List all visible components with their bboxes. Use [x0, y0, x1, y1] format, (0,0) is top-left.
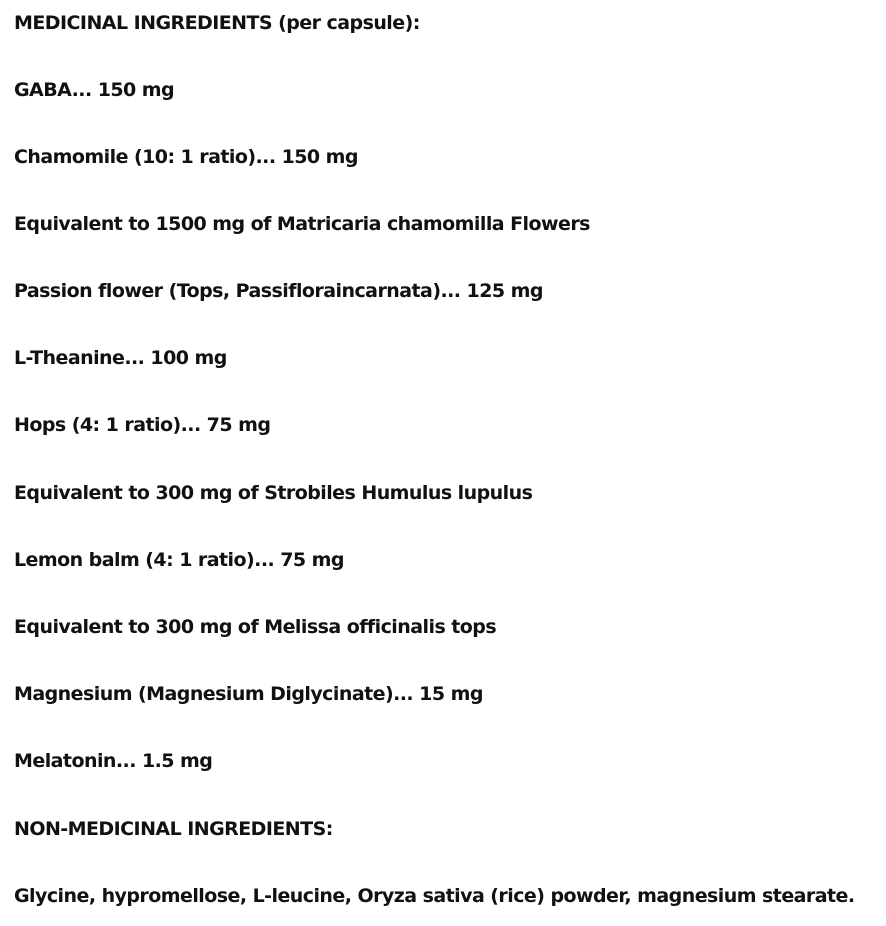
medicinal-ingredients-heading: MEDICINAL INGREDIENTS (per capsule):	[14, 12, 420, 34]
ingredient-line: Equivalent to 300 mg of Strobiles Humulus lupulus	[14, 482, 533, 504]
non-medicinal-ingredients-heading: NON-MEDICINAL INGREDIENTS:	[14, 818, 333, 840]
ingredient-line: L-Theanine... 100 mg	[14, 347, 227, 369]
ingredient-line: Magnesium (Magnesium Diglycinate)... 15 mg	[14, 683, 483, 705]
ingredient-line: GABA... 150 mg	[14, 79, 175, 101]
ingredient-line: Passion flower (Tops, Passifloraincarnata)... 125 mg	[14, 280, 543, 302]
ingredient-line: Equivalent to 300 mg of Melissa officinalis tops	[14, 616, 497, 638]
ingredient-line: Melatonin... 1.5 mg	[14, 750, 213, 772]
ingredient-line: Lemon balm (4: 1 ratio)... 75 mg	[14, 549, 344, 571]
non-medicinal-ingredients-text: Glycine, hypromellose, L-leucine, Oryza sativa (rice) powder, magnesium stearate.	[14, 885, 855, 907]
ingredient-line: Equivalent to 1500 mg of Matricaria chamomilla Flowers	[14, 213, 590, 235]
ingredient-line: Chamomile (10: 1 ratio)... 150 mg	[14, 146, 358, 168]
ingredient-line: Hops (4: 1 ratio)... 75 mg	[14, 414, 271, 436]
